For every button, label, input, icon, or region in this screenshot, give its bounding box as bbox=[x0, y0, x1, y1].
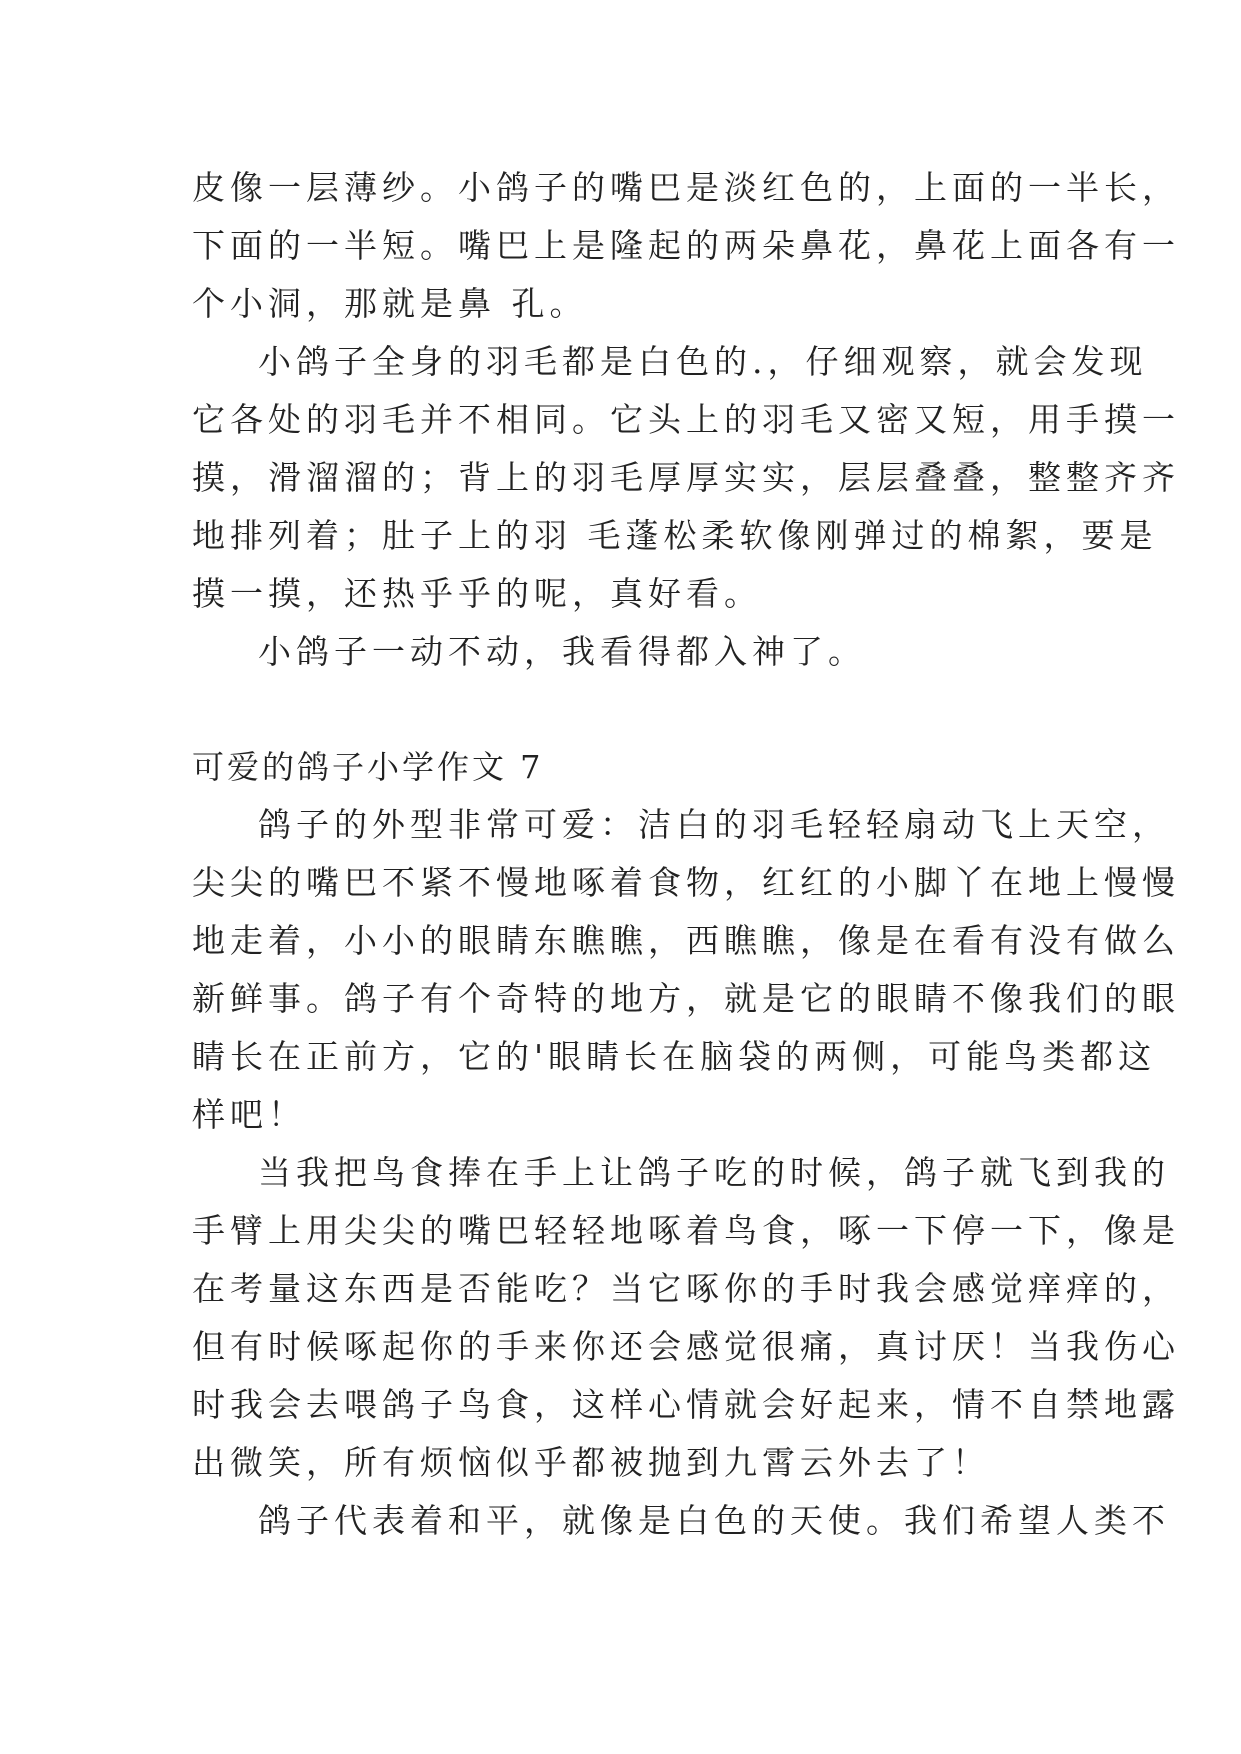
paragraph-peace bbox=[192, 1492, 1170, 1550]
text-line: 出微笑，所有烦恼似乎都被抛到九霄云外去了！ bbox=[192, 1443, 990, 1482]
paragraph-still bbox=[192, 623, 1052, 681]
text-line: 当我把鸟食捧在手上让鸽子吃的时候，鸽子就飞到我的 bbox=[258, 1153, 1170, 1192]
essay-title: 可爱的鸽子小学作文 7 bbox=[192, 748, 544, 786]
text-line: 摸，滑溜溜的；背上的羽毛厚厚实实，层层叠叠，整整齐齐 bbox=[192, 458, 1180, 497]
text-line: 皮像一层薄纱。小鸽子的嘴巴是淡红色的，上面的一半长， bbox=[192, 168, 1180, 207]
text-line: 小鸽子一动不动，我看得都入神了。 bbox=[258, 632, 866, 671]
paragraph-feathers bbox=[192, 333, 1180, 623]
essay-heading bbox=[192, 738, 1052, 796]
text-line: 时我会去喂鸽子鸟食，这样心情就会好起来，情不自禁地露 bbox=[192, 1385, 1180, 1424]
text-line: 地走着，小小的眼睛东瞧瞧，西瞧瞧，像是在看有没有做么 bbox=[192, 921, 1180, 960]
text-line: 尖尖的嘴巴不紧不慢地啄着食物，红红的小脚丫在地上慢慢 bbox=[192, 863, 1180, 902]
text-line: 但有时候啄起你的手来你还会感觉很痛，真讨厌！当我伤心 bbox=[192, 1327, 1180, 1366]
text-line: 它各处的羽毛并不相同。它头上的羽毛又密又短，用手摸一 bbox=[192, 400, 1180, 439]
text-line: 睛长在正前方，它的'眼睛长在脑袋的两侧，可能鸟类都这 bbox=[192, 1037, 1157, 1076]
text-line: 样吧！ bbox=[192, 1095, 306, 1134]
text-line: 手臂上用尖尖的嘴巴轻轻地啄着鸟食，啄一下停一下，像是 bbox=[192, 1211, 1180, 1250]
text-line: 鸽子的外型非常可爱：洁白的羽毛轻轻扇动飞上天空， bbox=[258, 805, 1170, 844]
text-line: 个小洞，那就是鼻 孔。 bbox=[192, 284, 588, 323]
text-line: 新鲜事。鸽子有个奇特的地方，就是它的眼睛不像我们的眼 bbox=[192, 979, 1180, 1018]
paragraph-appearance bbox=[192, 796, 1180, 1144]
text-line: 地排列着；肚子上的羽 毛蓬松柔软像刚弹过的棉絮，要是 bbox=[192, 516, 1158, 555]
text-line: 鸽子代表着和平，就像是白色的天使。我们希望人类不 bbox=[258, 1501, 1170, 1540]
text-line: 小鸽子全身的羽毛都是白色的.，仔细观察，就会发现 bbox=[258, 342, 1148, 381]
text-line: 在考量这东西是否能吃？当它啄你的手时我会感觉痒痒的， bbox=[192, 1269, 1180, 1308]
text-line: 摸一摸，还热乎乎的呢，真好看。 bbox=[192, 574, 762, 613]
paragraph-continuation bbox=[192, 159, 1180, 333]
paragraph-feeding bbox=[192, 1144, 1180, 1492]
text-line: 下面的一半短。嘴巴上是隆起的两朵鼻花，鼻花上面各有一 bbox=[192, 226, 1180, 265]
